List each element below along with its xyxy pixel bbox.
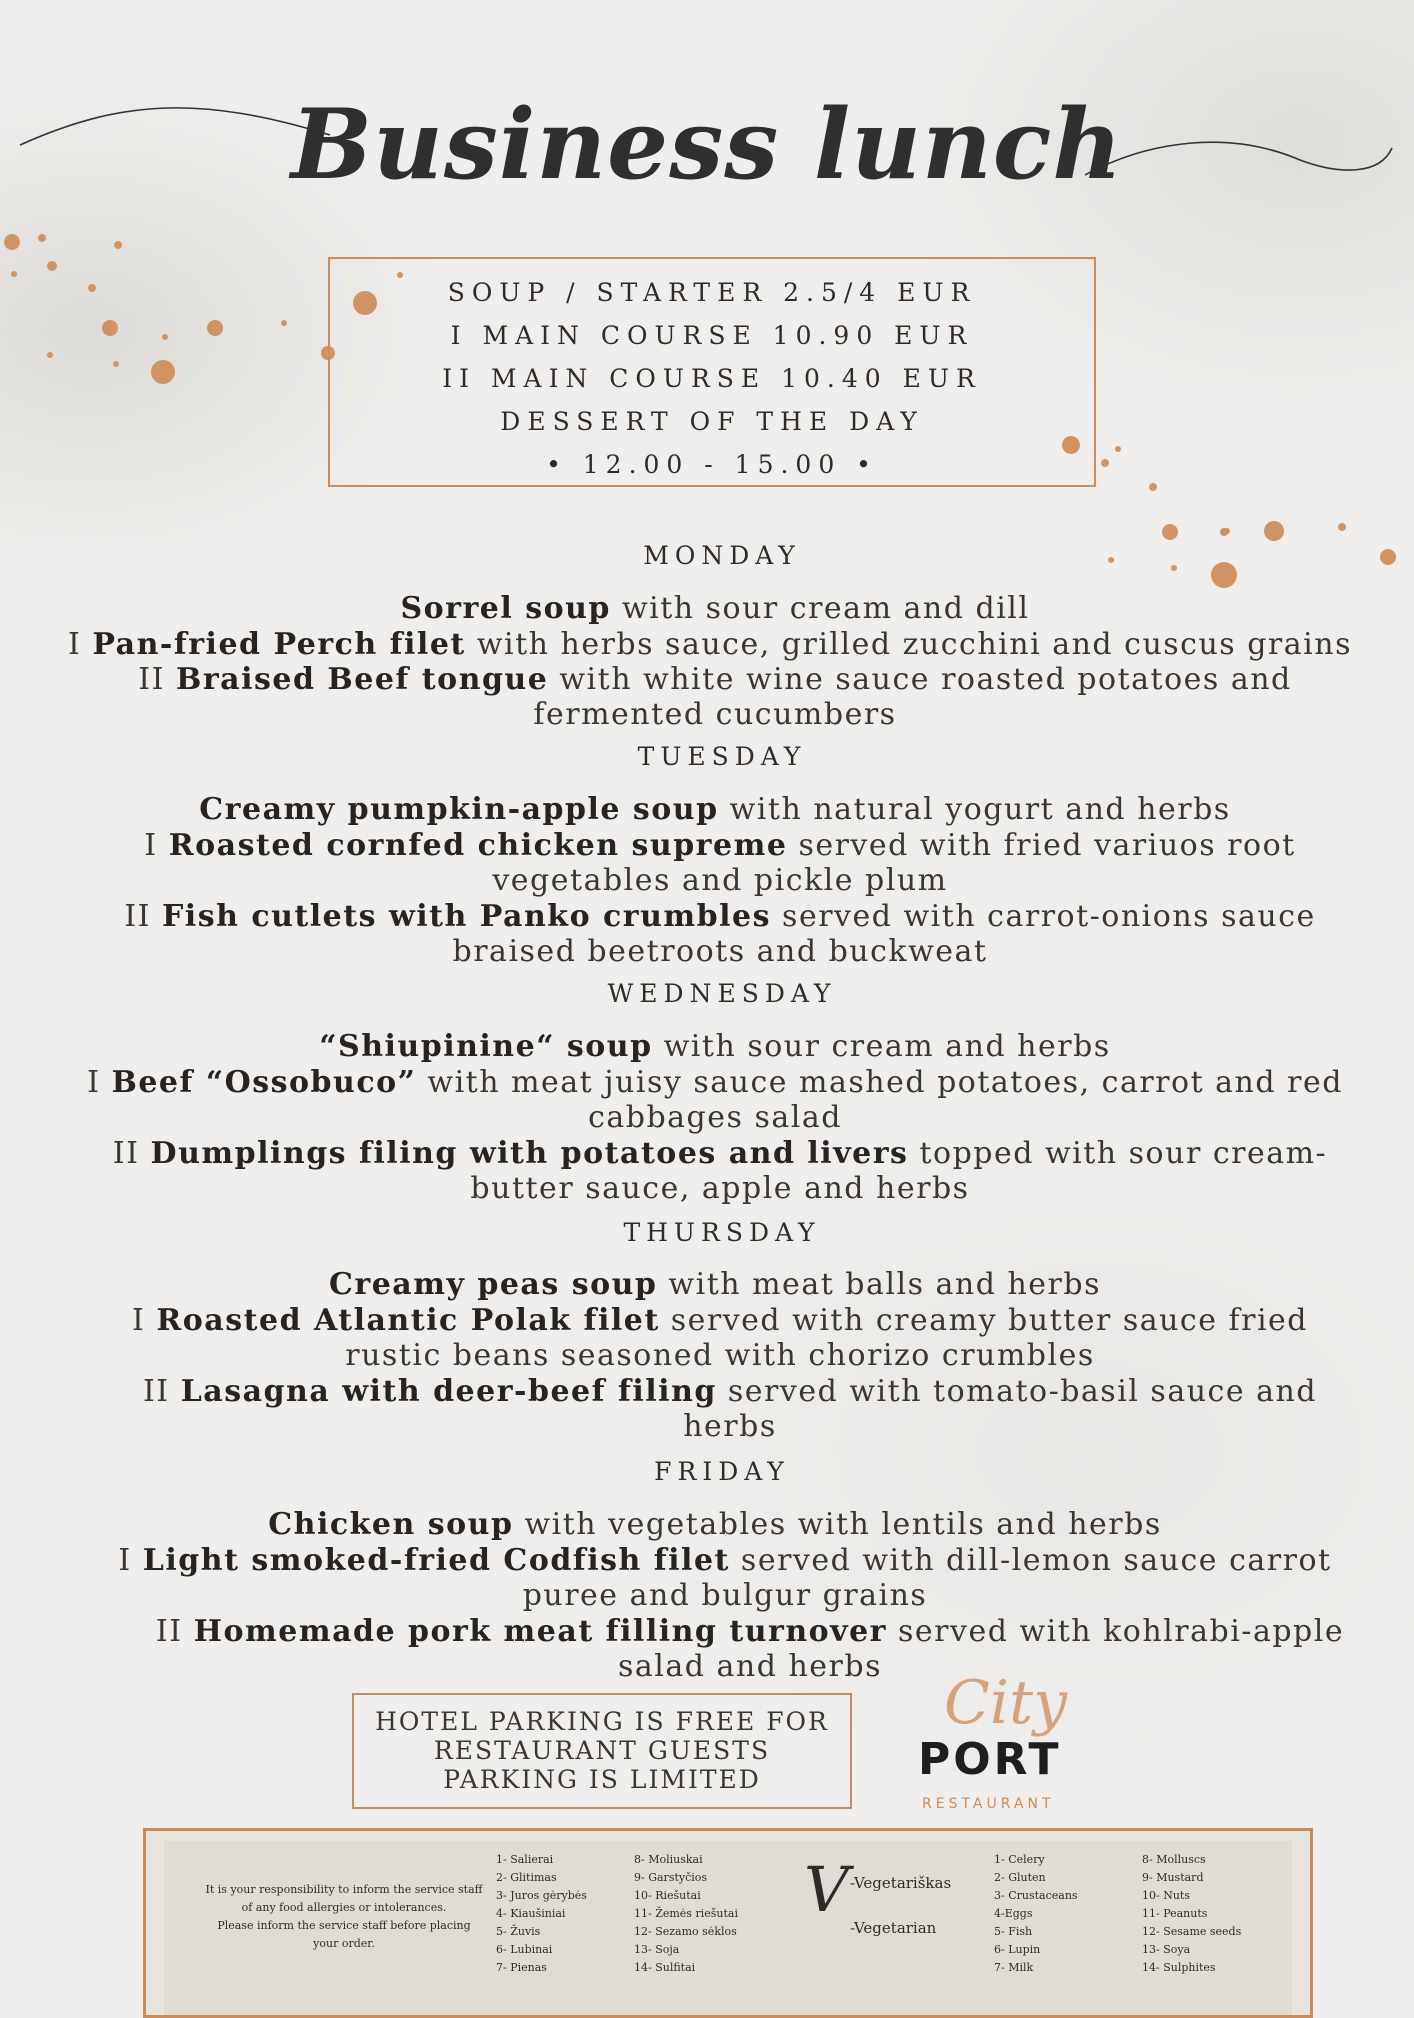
allergen-item: 13- Soja [634,1943,680,1956]
allergen-footer [143,1828,1313,2018]
allergen-item: 13- Soya [1142,1943,1191,1956]
day-heading-thursday: THURSDAY [623,1218,821,1247]
vegetarian-en-label: -Vegetarian [850,1919,937,1937]
allergen-item: 3- Juros gėrybės [496,1889,587,1902]
vegetarian-lt-label: -Vegetariškas [850,1874,952,1892]
dish-tuesday-main-1: I Roasted cornfed chicken supreme served with fried variuos root vegetables and pickle plum [144,828,1296,898]
allergen-item: 2- Gluten [994,1871,1046,1884]
allergen-item: 11- Žemės riešutai [634,1907,738,1920]
allergen-item: 6- Lubinai [496,1943,553,1956]
price-main-2: II MAIN COURSE 10.40 EUR [442,364,982,393]
dish-monday-main-2: II Braised Beef tongue with white wine sauce roasted potatoes and fermented cucumbers [138,662,1292,732]
parking-line-1: HOTEL PARKING IS FREE FOR [375,1707,829,1736]
allergen-item: 10- Nuts [1142,1889,1190,1902]
notice-line-1: It is your responsibility to inform the service staff [205,1883,483,1896]
price-dessert: DESSERT OF THE DAY [500,407,924,436]
allergen-item: 3- Crustaceans [994,1889,1078,1902]
day-heading-monday: MONDAY [643,541,801,570]
allergen-item: 5- Žuvis [496,1925,541,1938]
allergen-item: 9- Mustard [1142,1871,1204,1884]
allergen-item: 14- Sulphites [1142,1961,1216,1974]
serving-hours: • 12.00 - 15.00 • [546,450,878,479]
vegetarian-icon: V [804,1853,849,1926]
footer-panel [164,1841,1292,2015]
day-heading-wednesday: WEDNESDAY [607,979,837,1008]
price-soup: SOUP / STARTER 2.5/4 EUR [447,278,977,307]
allergen-item: 1- Celery [994,1853,1045,1866]
dish-friday-main-2: II Homemade pork meat filling turnover served with kohlrabi-apple salad and herbs [155,1614,1345,1684]
allergen-list-en-2 [1142,1851,1241,1977]
dish-thursday-main-2: II Lasagna with deer-beef filing served with tomato-basil sauce and herbs [142,1374,1318,1444]
allergen-item: 14- Sulfitai [634,1961,696,1974]
logo-port: PORT [918,1734,1062,1785]
allergen-item: 8- Moliuskai [634,1853,703,1866]
notice-line-2: of any food allergies or intolerances. [241,1901,447,1914]
parking-line-3: PARKING IS LIMITED [443,1765,761,1794]
dish-friday-soup: Chicken soup with vegetables with lentils and herbs [268,1507,1162,1542]
parking-line-2: RESTAURANT GUESTS [433,1736,771,1765]
allergen-item: 6- Lupin [994,1943,1041,1956]
dish-wednesday-soup: “Shiupinine“ soup with sour cream and herbs [319,1029,1111,1064]
dish-thursday-soup: Creamy peas soup with meat balls and herbs [329,1267,1101,1302]
allergen-item: 4- Kiaušiniai [496,1907,566,1920]
allergen-item: 4-Eggs [994,1907,1033,1920]
allergen-item: 7- Milk [994,1961,1034,1974]
allergen-item: 7- Pienas [496,1961,547,1974]
logo-script-city: City [944,1668,1068,1738]
allergen-item: 5- Fish [994,1925,1033,1938]
dish-monday-soup: Sorrel soup with sour cream and dill [400,591,1030,626]
dish-wednesday-main-2: II Dumplings filing with potatoes and livers topped with sour cream-butter sauce, apple and herbs [112,1136,1328,1206]
price-box [328,257,1096,487]
dish-friday-main-1: I Light smoked-fried Codfish filet served with dill-lemon sauce carrot puree and bulgur grains [118,1543,1332,1613]
allergen-list-lt-1 [496,1851,587,1977]
allergy-notice [194,1881,494,1953]
dish-monday-main-1: I Pan-fried Perch filet with herbs sauce, grilled zucchini and cuscus grains [68,627,1352,662]
city-port-logo [914,1668,1084,1818]
allergen-item: 12- Sezamo sėklos [634,1925,737,1938]
dish-tuesday-soup: Creamy pumpkin-apple soup with natural yogurt and herbs [199,792,1231,827]
dish-wednesday-main-1: I Beef “Ossobuco” with meat juisy sauce mashed potatoes, carrot and red cabbages salad [87,1065,1343,1135]
notice-line-4: your order. [313,1937,375,1950]
parking-notice [352,1693,852,1809]
allergen-item: 1- Salierai [496,1853,554,1866]
notice-line-3: Please inform the service staff before placing [217,1919,471,1932]
allergen-item: 2- Glitimas [496,1871,557,1884]
allergen-item: 8- Molluscs [1142,1853,1206,1866]
allergen-list-en-1 [994,1851,1078,1977]
day-heading-friday: FRIDAY [654,1457,790,1486]
dish-tuesday-main-2: II Fish cutlets with Panko crumbles served with carrot-onions sauce braised beetroots and buckweat [124,899,1316,969]
allergen-item: 12- Sesame seeds [1142,1925,1242,1938]
allergen-item: 9- Garstyčios [634,1871,708,1884]
allergen-item: 10- Riešutai [634,1889,701,1902]
price-main-1: I MAIN COURSE 10.90 EUR [450,321,974,350]
page-title: Business lunch [290,88,1124,201]
day-heading-tuesday: TUESDAY [637,742,807,771]
allergen-item: 11- Peanuts [1142,1907,1208,1920]
dish-thursday-main-1: I Roasted Atlantic Polak filet served with creamy butter sauce fried rustic beans seasoned with chorizo crumbles [131,1303,1309,1373]
allergen-list-lt-2 [634,1851,738,1977]
logo-restaurant: RESTAURANT [922,1796,1055,1812]
